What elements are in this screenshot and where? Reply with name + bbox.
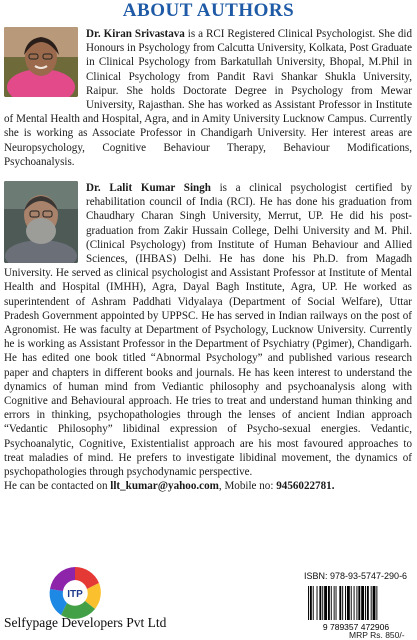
mobile-label: , Mobile no: [218, 480, 277, 493]
barcode-bar [310, 586, 312, 620]
barcode-bar [351, 586, 352, 620]
author-1-section [4, 27, 412, 169]
author-2-bio: is a clinical psychologist certified by rehabilitation council of India (RCI). He has done his graduation from Chaudhary Charan Singh University, Merrut, UP. He did his post-graduation from Zakir Hussain College, Delhi University and M. Phil. (Clinical Psychology) from Institute of Human Behaviour and Allied Sciences, (IHBAS) Delhi. He has done his Ph.D. from Magadh University. He served as clinical psychologist and Assistant Professor at Institute of Mental Health and Hospital (IMHH), Agra, Dayal Bagh Institute, Agra, UP. He worked as superintendent of Ashram Paddhati Vidyalaya (Department of Social Welfare), Uttar Pradesh Government appointed by UPPSC. He has served in Indian railways on the post of Agronomist. He was faculty at Department of Psychology, Lucknow University. Currently he is working as Assistant Professor in the Department of Psychiatry (Pgimer), Chandigarh. He has edited one book titled “Abnormal Psychology” and published various research paper and chapters in different books and journals. He has keen interest to understand the dynamics of human mind from Vediantic philosophy and psychoanalysis along with Cognitive and Behavioural approach. He tries to treat and understand human thinking and errors in thinking, psychopathologies through the lenses of ancient Indian approach “Vedantic Philosophy” libidinal expression of Psycho-sexual energies. Vedantic, Psychoanalytic, Cognitive, Existentialist approach are his most favoured approaches to treat maladies of mind. He prefers to investigate libidinal movement, the dynamics of psychopathologies through psychodynamic perspective. [4, 182, 413, 479]
barcode-bar [308, 586, 309, 620]
barcode-bar [319, 586, 321, 620]
author-1-photo [4, 27, 78, 97]
barcode-bar [313, 586, 314, 620]
contact-mobile: 9456022781. [276, 480, 335, 493]
logo-text: ITP [67, 589, 83, 600]
barcode-bar [342, 586, 343, 620]
barcode-bar [331, 586, 332, 620]
barcode [300, 584, 412, 632]
publisher-name: Selfypage Developers Pvt Ltd [4, 615, 167, 630]
barcode-bar [328, 586, 330, 620]
barcode-digits: 9 789357 472906 [322, 622, 390, 632]
contact-email[interactable]: llt_kumar@yahoo.com [110, 480, 219, 493]
barcode-bar [365, 586, 366, 620]
isbn-label: ISBN: 978-93-5747-290-6 [304, 571, 408, 581]
barcode-bar [322, 586, 323, 620]
barcode-bar [347, 586, 350, 620]
barcode-bar [354, 586, 355, 620]
barcode-bar [376, 586, 377, 620]
barcode-bar [334, 586, 335, 620]
author-2-photo [4, 181, 78, 263]
author-1-name: Dr. Kiran Srivastava [86, 28, 185, 40]
barcode-bar [356, 586, 357, 620]
contact-prefix: He can be contacted on [4, 480, 111, 493]
barcode-bar [339, 586, 341, 620]
barcode-bar [358, 586, 360, 620]
barcode-bar [361, 586, 364, 620]
author-1-bio: is a RCI Registered Clinical Psychologist. She did Honours in Psychology from Calcutta University, Kolkata, Post Graduate in Clinical Psychology from Barkatullah University, Bhopal, M.Phil in Clinical Psychology from Pandit Ravi Shankar Shukla University, Raipur. She holds Doctorate Degree in Psychology from Mewar University, Rajasthan. She has worked as Assistant Professor in Institute of Mental Health and Hospital, Agra, and in Amity University Lucknow Campus. Currently she is working as Associate Professor in Chandigarh University. Her interest areas are Neuropsychology, Cognitive Behaviour Therapy, Behaviour Modifications, Psychoanalysis. [4, 28, 412, 168]
barcode-bar [345, 586, 346, 620]
barcode-bar [324, 586, 327, 620]
price-label: MRP Rs. 850/- [349, 630, 405, 640]
author-2-section [4, 181, 412, 493]
author-2-name: Dr. Lalit Kumar Singh [86, 182, 211, 194]
barcode-bar [336, 586, 337, 620]
barcode-bar [367, 586, 369, 620]
barcode-bar [373, 586, 376, 620]
barcode-bar [371, 586, 372, 620]
barcode-bar [317, 586, 318, 620]
page-title: ABOUT AUTHORS [122, 0, 295, 21]
publisher-logo-icon [47, 565, 103, 621]
barcode-bars [308, 586, 377, 620]
